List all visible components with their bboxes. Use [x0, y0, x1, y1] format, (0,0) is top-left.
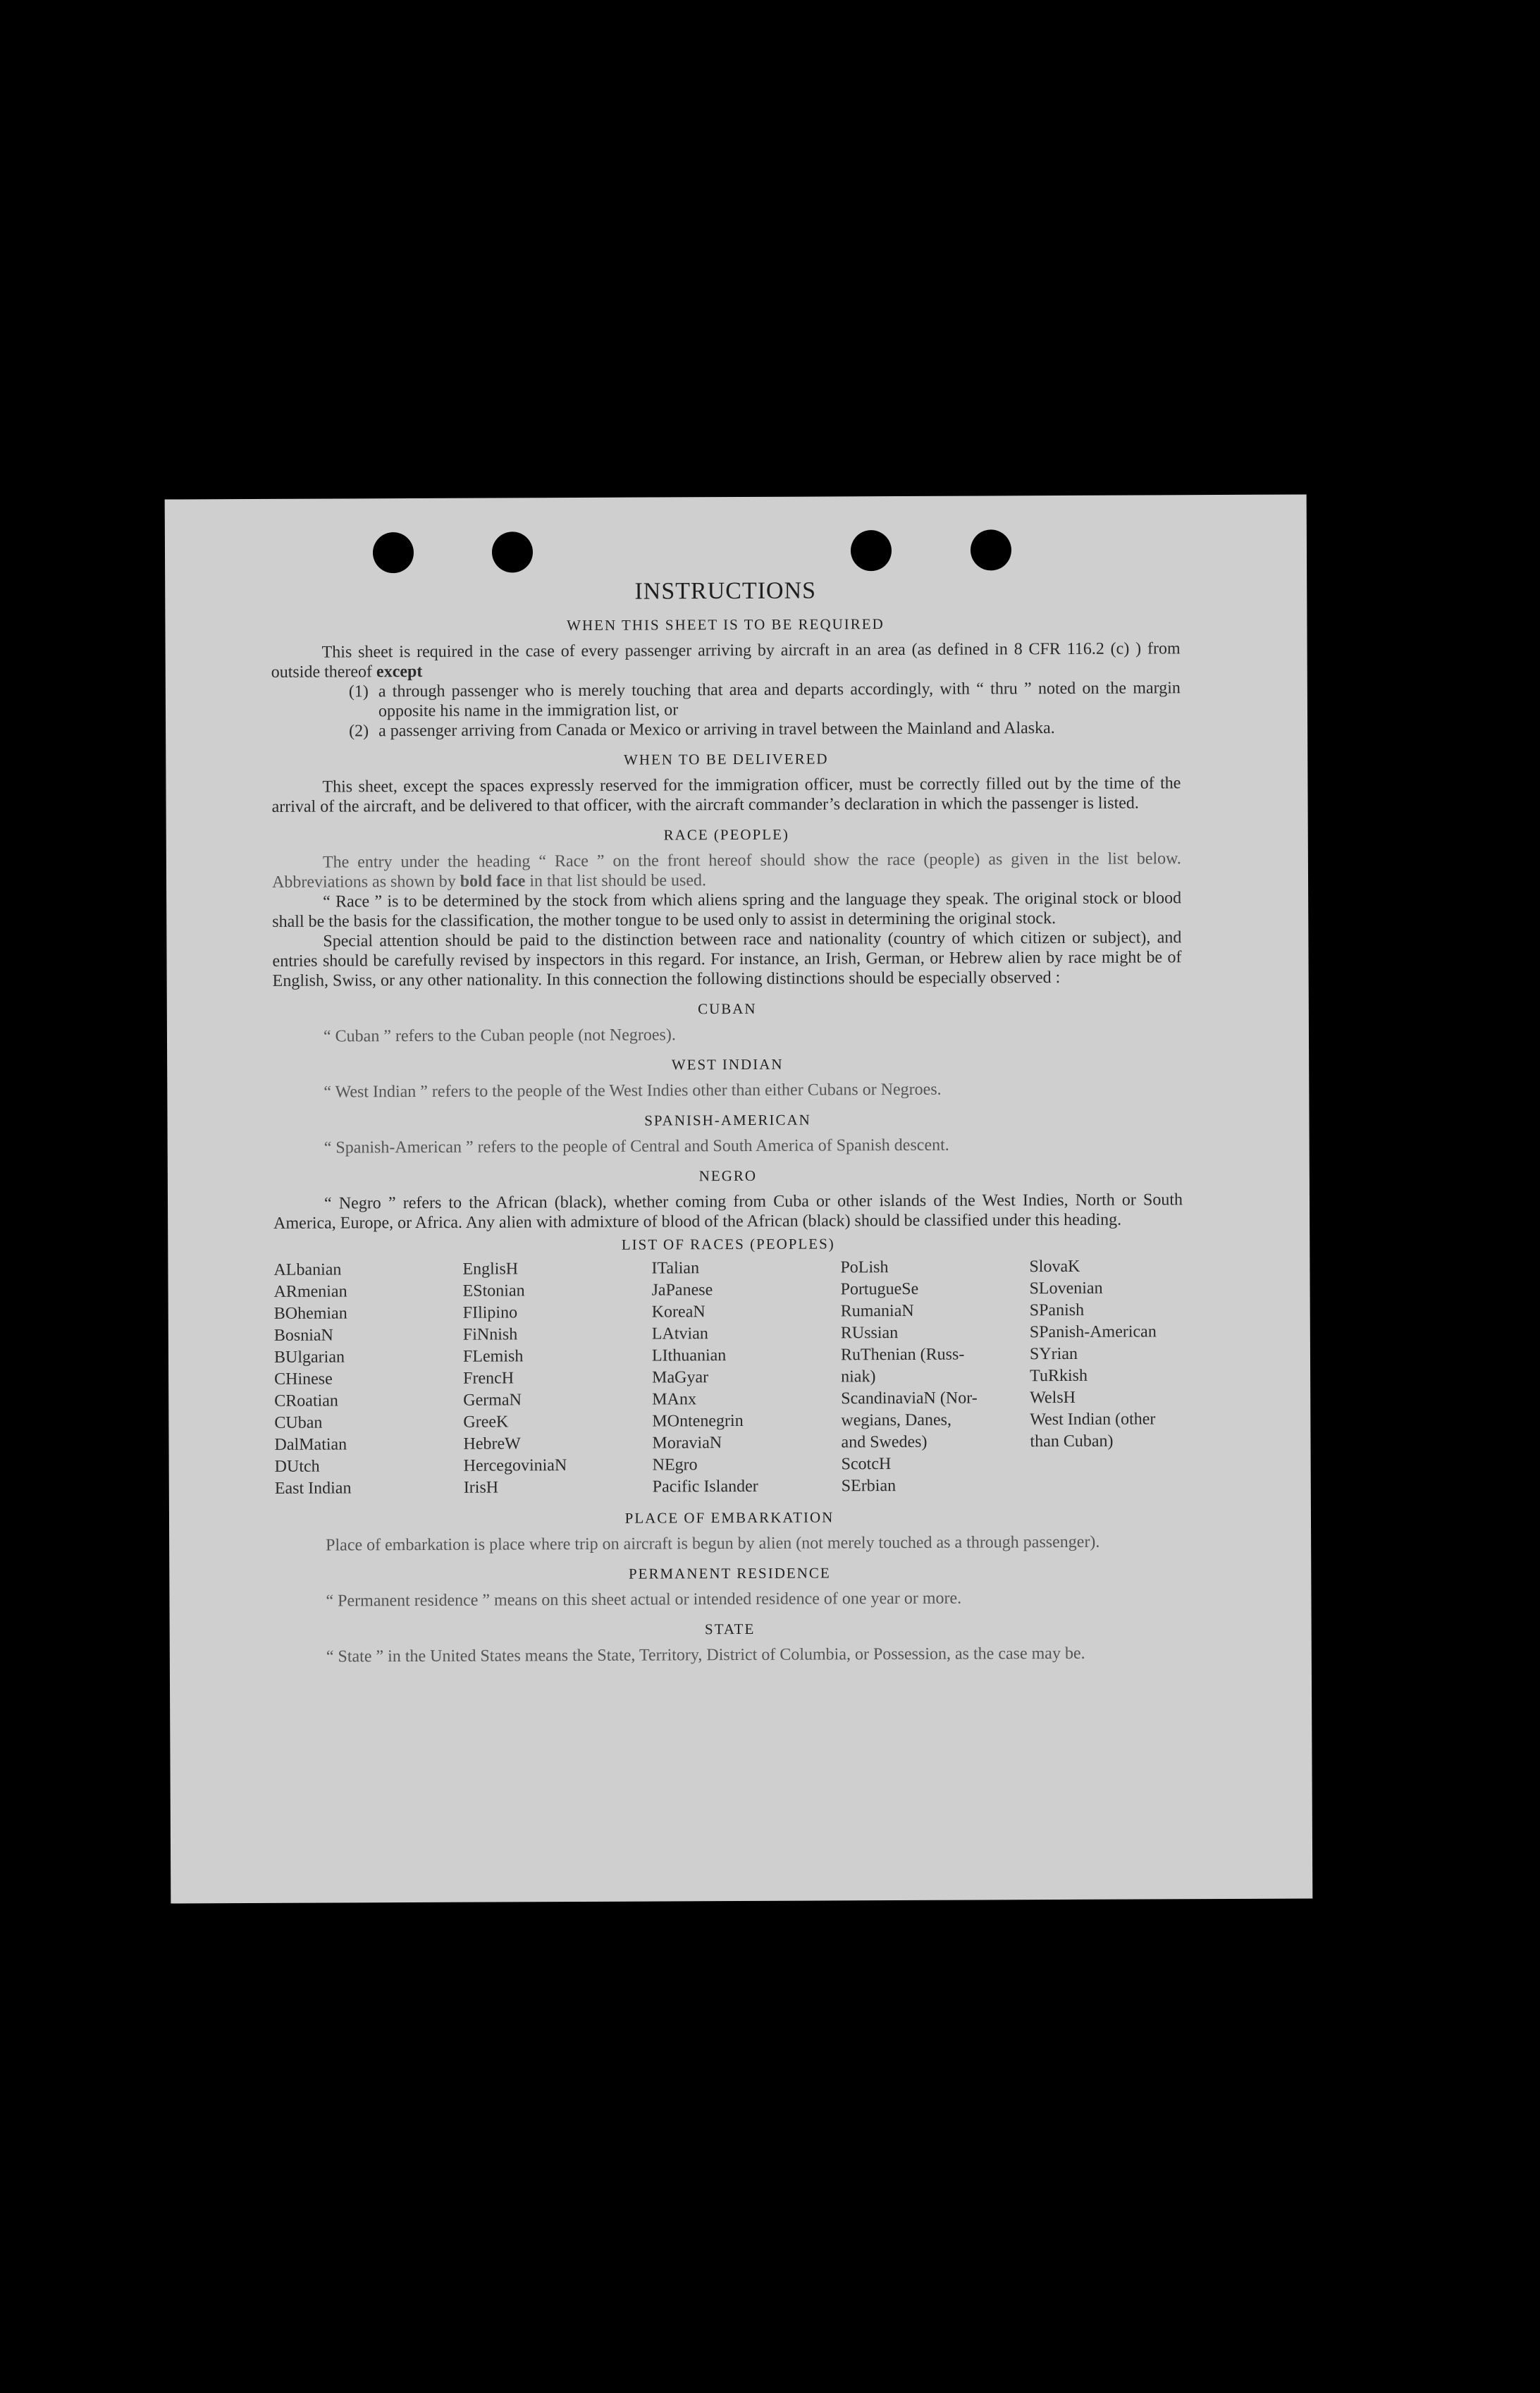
race-entry: ScandinaviaN (Nor- wegians, Danes, and Swedes): [841, 1389, 978, 1452]
race-entry: ARmenian: [273, 1282, 347, 1301]
west-indian-text: “ West Indian ” refers to the people of the West Indies other than either Cubans or Negroes.: [324, 1080, 942, 1102]
race-entry: SLovenian: [1029, 1279, 1103, 1298]
race-paragraph-2: “ Race ” is to be determined by the stock from which aliens spring and the language they speak. The original stock or blood shall be the basis for the classification, the mother tongue to be used only to assist in determining the original stock.: [272, 889, 1182, 931]
west-indian-heading: WEST INDIAN: [671, 1055, 784, 1074]
races-column-3: [651, 1257, 841, 1498]
race-heading: RACE (PEOPLE): [663, 825, 789, 844]
when-delivered-text: This sheet, except the spaces expressly reserved for the immigration officer, must be correctly filled out by the time of the arrival of the aircraft, and be delivered to that officer, with the aircraft commander’s declaration in which the passenger is listed.: [271, 774, 1181, 816]
exception-item-2: (2) a passenger arriving from Canada or Mexico or arriving in travel between the Mainland and Alaska.: [349, 719, 1055, 741]
instructions-content: [271, 576, 1185, 1667]
race-entry: PoLish: [840, 1258, 889, 1277]
race-entry: FrencH: [463, 1369, 515, 1388]
race-entry: WelsH: [1030, 1388, 1076, 1408]
cuban-heading: CUBAN: [698, 999, 757, 1018]
race-entry: MaGyar: [652, 1368, 709, 1387]
when-delivered-heading: WHEN TO BE DELIVERED: [623, 750, 829, 768]
race-paragraph-1: The entry under the heading “ Race ” on the front hereof should show the race (people) as given in the list below. Abbreviations as shown by bold face in that list should be used.: [271, 849, 1181, 892]
race-entry: GreeK: [463, 1413, 509, 1432]
race-paragraph-3: Special attention should be paid to the distinction between race and nationality (country of which citizen or subject), and entries should be carefully revised by inspectors in this regard. For instance, an Irish, German, or Hebrew alien by race might be of English, Swiss, or any other nationality. In this connection the following distinctions should be especially observed :: [272, 928, 1182, 990]
negro-text: “ Negro ” refers to the African (black), whether coming from Cuba or other islands of the West Indies, North or South America, Europe, or Africa. Any alien with admixture of blood of the African (black) should be classified under this heading.: [273, 1191, 1183, 1233]
race-entry: RuThenian (Russ- niak): [840, 1345, 965, 1386]
race-entry: RUssian: [840, 1324, 899, 1343]
races-column-1: [273, 1259, 463, 1500]
race-entry: TuRkish: [1030, 1366, 1088, 1386]
races-column-5: [1029, 1255, 1183, 1496]
race-entry: BosniaN: [273, 1326, 333, 1345]
race-entry: JaPanese: [651, 1281, 713, 1300]
spanish-american-heading: SPANISH-AMERICAN: [644, 1111, 811, 1129]
race-entry: BOhemian: [273, 1304, 347, 1323]
state-heading: STATE: [704, 1620, 756, 1638]
residence-heading: PERMANENT RESIDENCE: [628, 1564, 831, 1582]
race-entry: ITalian: [651, 1259, 700, 1278]
race-entry: MAnx: [652, 1390, 696, 1409]
race-entry: CRoatian: [274, 1391, 338, 1410]
race-entry: NEgro: [652, 1456, 698, 1475]
race-entry: West Indian (other than Cuban): [1030, 1410, 1156, 1451]
when-required-heading: WHEN THIS SHEET IS TO BE REQUIRED: [567, 615, 885, 634]
race-entry: PortugueSe: [840, 1279, 919, 1299]
state-text: “ State ” in the United States means the State, Territory, District of Columbia, or Possession, as the case may be.: [326, 1644, 1085, 1666]
race-entry: KoreaN: [651, 1303, 706, 1322]
race-entry: MoraviaN: [652, 1434, 722, 1453]
race-entry: Pacific Islander: [652, 1477, 758, 1496]
race-entry: SErbian: [841, 1477, 897, 1496]
race-entry: CHinese: [274, 1370, 333, 1389]
when-required-intro: This sheet is required in the case of every passenger arriving by aircraft in an area (as defined in 8 CFR 116.2 (c) ) from outside thereof except: [271, 639, 1181, 682]
races-list: [273, 1255, 1183, 1500]
page-title: INSTRUCTIONS: [634, 577, 817, 605]
document-page: [165, 494, 1313, 1903]
embarkation-heading: PLACE OF EMBARKATION: [624, 1508, 834, 1527]
race-entry: LAtvian: [651, 1324, 708, 1343]
negro-heading: NEGRO: [698, 1167, 758, 1185]
race-entry: MOntenegrin: [652, 1411, 744, 1431]
race-entry: CUban: [274, 1413, 323, 1432]
race-entry: SPanish-American: [1029, 1322, 1157, 1342]
race-entry: SYrian: [1029, 1344, 1078, 1364]
binder-hole-4: [971, 529, 1011, 570]
race-entry: East Indian: [274, 1479, 352, 1498]
races-column-4: [840, 1256, 1030, 1497]
race-entry: FiNnish: [462, 1325, 518, 1344]
race-entry: IrisH: [463, 1478, 499, 1497]
binder-hole-2: [492, 531, 533, 572]
race-entry: BUlgarian: [273, 1348, 345, 1367]
races-list-heading: LIST OF RACES (PEOPLES): [621, 1235, 835, 1253]
race-entry: EnglisH: [462, 1260, 519, 1279]
race-entry: EStonian: [462, 1281, 525, 1300]
race-entry: LIthuanian: [651, 1346, 727, 1365]
spanish-american-text: “ Spanish-American ” refers to the people of Central and South America of Spanish descent.: [324, 1136, 949, 1157]
race-entry: GermaN: [463, 1391, 522, 1410]
exception-item-1: (1) a through passenger who is merely touching that area and departs accordingly, with “ thru ” noted on the margin opposite his name in the immigration list, or: [348, 679, 1181, 721]
race-entry: FLemish: [462, 1347, 524, 1366]
race-entry: ScotcH: [841, 1455, 892, 1474]
race-entry: ALbanian: [273, 1260, 342, 1279]
race-entry: DUtch: [274, 1457, 320, 1476]
races-column-2: [462, 1258, 652, 1499]
binder-hole-3: [851, 530, 892, 571]
race-entry: SlovaK: [1029, 1257, 1080, 1277]
race-entry: HercegoviniaN: [463, 1456, 567, 1475]
race-entry: FIlipino: [462, 1303, 518, 1322]
race-entry: DalMatian: [274, 1435, 347, 1454]
binder-hole-1: [373, 532, 414, 573]
residence-text: “ Permanent residence ” means on this sheet actual or intended residence of one year or more.: [326, 1589, 962, 1611]
embarkation-text: Place of embarkation is place where trip on aircraft is begun by alien (not merely touched as a through passenger).: [326, 1532, 1100, 1555]
race-entry: HebreW: [463, 1434, 521, 1453]
race-entry: RumaniaN: [840, 1301, 914, 1321]
cuban-text: “ Cuban ” refers to the Cuban people (not Negroes).: [323, 1026, 676, 1046]
race-entry: SPanish: [1029, 1300, 1085, 1320]
